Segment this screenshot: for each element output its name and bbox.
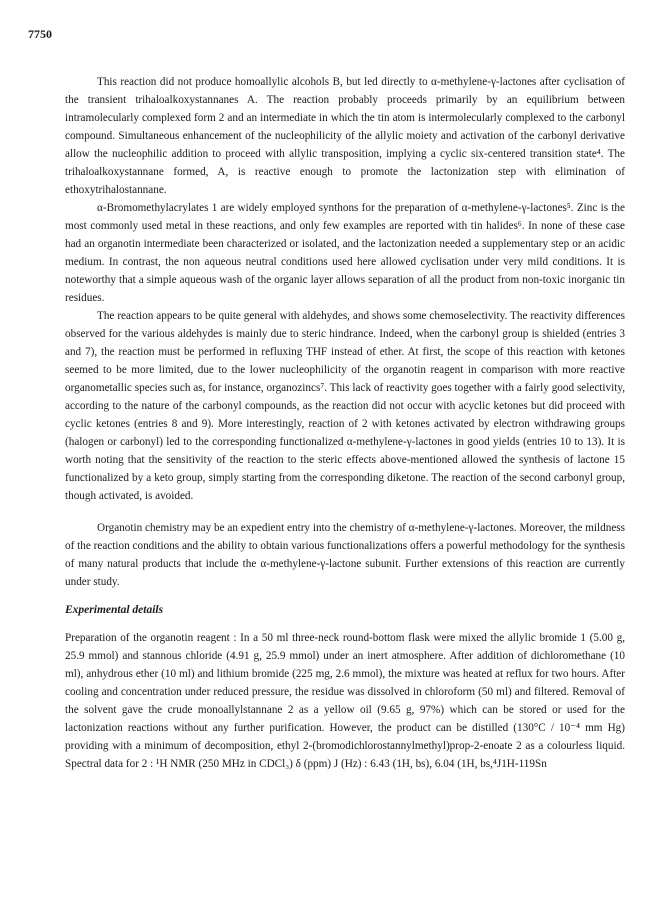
paragraph-reaction-scope: The reaction appears to be quite general with aldehydes, and shows some chemoselectivity. The reactivity differences observed for the various aldehydes is mainly due to steric hindrance. Indeed, when the carbonyl group is shielded (entries 3 and 7), the reaction must be performed in refluxing THF instead of ether. At first, the scope of this reaction with ketones seemed to be more limited, due to the lower nucleophilicity of the organotin reagent in comparison with more reactive organometallic species such as, for instance, organozincs⁷. This lack of reactivity goes together with a fairly good selectivity, according to the nature of the carbonyl compounds, as the reaction did not occur with acyclic ketones but did proceed with cyclic ketones (entries 8 and 9). More interestingly, reaction of 2 with ketones activated by electron withdrawing groups (halogen or carbonyl) led to the corresponding functionalized α-methylene-γ-lactones in good yields (entries 10 to 13). It is worth noting that the sensitivity of the reaction to the steric effects above-mentioned allowed the synthesis of lactone 15 functionalized by a keto group, simply starting from the corresponding diketone. The reaction of the second carbonyl group, though activated, is avoided.	[65, 310, 625, 502]
section-heading-experimental: Experimental details	[65, 604, 164, 616]
page-number: 7750	[28, 27, 52, 41]
paragraph-mechanism: This reaction did not produce homoallylic alcohols B, but led directly to α-methylene-γ-lactones after cyclisation of the transient trihaloalkoxystannanes A. The reaction probably proceeds primarily by an equilibrium between intramolecularly complexed form 2 and an intermediate in which the tin atom is intermolecularly complexed to the carbonyl compound. Simultaneous enhancement of the nucleophilicity of the allylic moiety and activation of the carbonyl derivative allow the nucleophilic addition to proceed with allylic transposition, implying a cyclic six-centered transition state⁴. The trihaloalkoxystannane formed, A, is reactive enough to promote the lactonization step with elimination of ethoxytrihalostannane.	[65, 76, 625, 196]
paragraph-bromomethylacrylates: α-Bromomethylacrylates 1 are widely employed synthons for the preparation of α-methylene-γ-lactones⁵. Zinc is the most commonly used metal in these reactions, and only few examples are reported with tin halides⁶. In none of these case had an organotin intermediate been characterized or isolated, and the lactonization needed a supplementary step or an acidic medium. In contrast, the non aqueous neutral conditions used here allowed cyclisation under very mild conditions. It is noteworthy that a simple aqueous wash of the organic layer allows separation of all the product from non-toxic inorganic tin residues.	[65, 202, 625, 304]
paragraph-conclusion: Organotin chemistry may be an expedient entry into the chemistry of α-methylene-γ-lactones. Moreover, the mildness of the reaction conditions and the ability to obtain various functionalizations offers a powerful methodology for the synthesis of many natural products that include the α-methylene-γ-lactone subunit. Further extensions of this reaction are currently under study.	[65, 522, 625, 588]
article-body	[65, 73, 625, 773]
paragraph-experimental: Preparation of the organotin reagent : In a 50 ml three-neck round-bottom flask were mixed the allylic bromide 1 (5.00 g, 25.9 mmol) and stannous chloride (4.91 g, 25.9 mmol) under an inert atmosphere. After addition of dichloromethane (10 ml), anhydrous ether (10 ml) and lithium bromide (225 mg, 2.6 mmol), the mixture was heated at reflux for two hours. After cooling and concentration under reduced pressure, the residue was dissolved in chloroform (50 ml) and filtered. Removal of the solvent gave the crude monoallylstannane 2 as a yellow oil (9.65 g, 97%) which can be stored or used for the lactonization reactions without any further purification. However, the product can be distilled (130°C / 10⁻⁴ mm Hg) providing with a minimum of decomposition, ethyl 2-(bromodichlorostannylmethyl)prop-2-enoate 2 as a colourless liquid. Spectral data for 2 : ¹H NMR (250 MHz in CDCl₃) δ (ppm) J (Hz) : 6.43 (1H, bs), 6.04 (1H, bs,⁴J1H-119Sn	[65, 632, 625, 770]
